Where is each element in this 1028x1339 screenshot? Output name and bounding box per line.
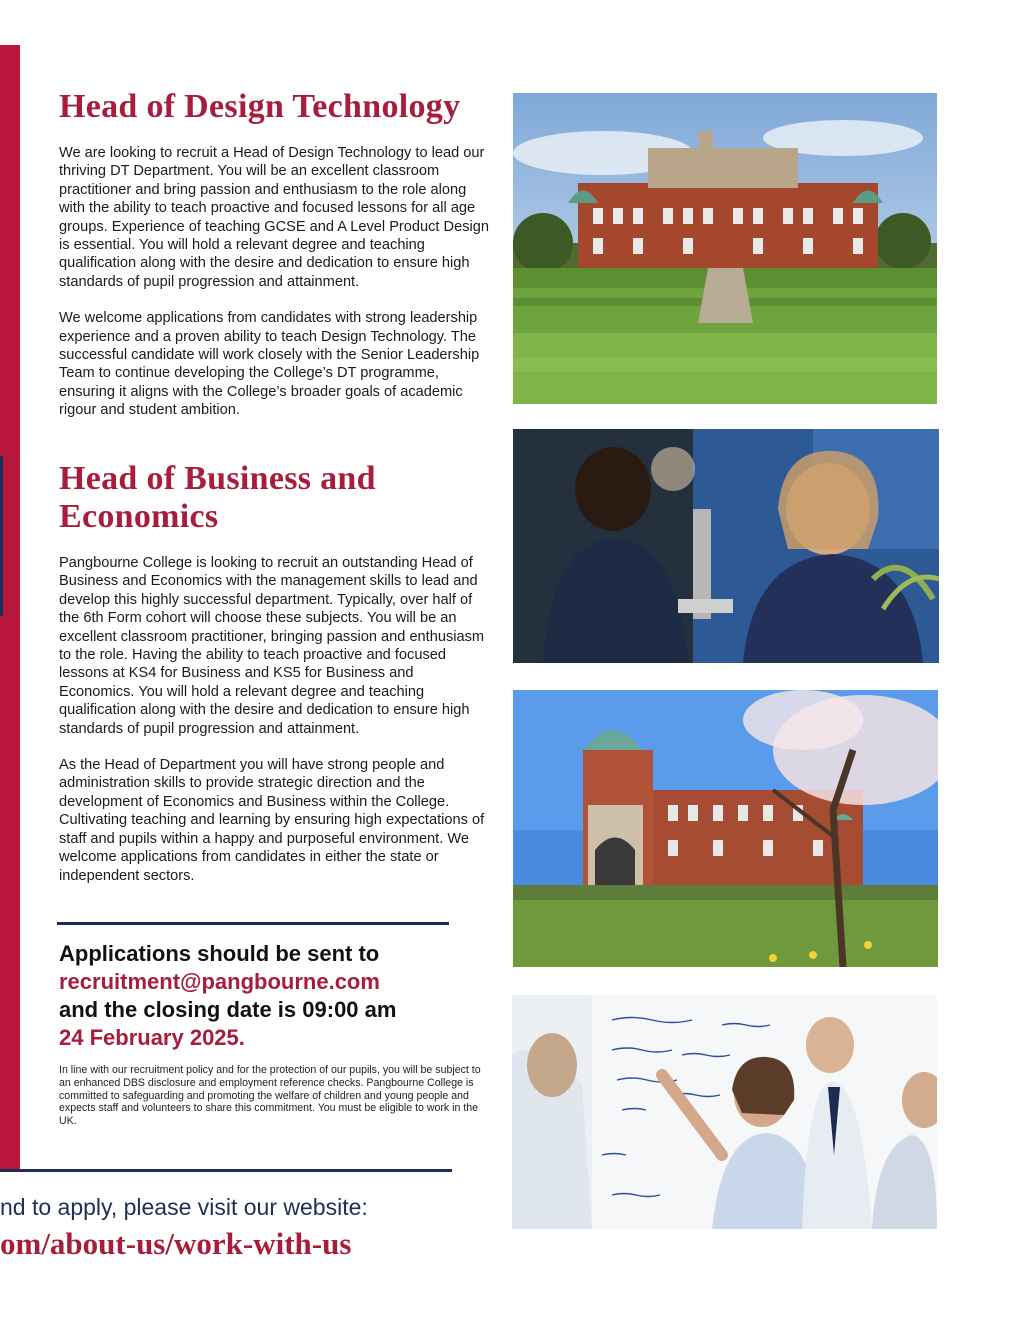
college-building-lawn-photo [513,93,937,404]
application-info [59,940,499,1052]
design-technology-body [59,144,489,438]
paragraph: We are looking to recruit a Head of Design Technology to lead our thriving DT Department. You will be an excellent classroom practitioner and bring passion and enthusiasm to the role along with the ability to teach proactive and focused lessons for all age groups. Experience of teaching GCSE and A Level Product Design is essential. You will hold a relevant degree and teaching qualification along with the desire and dedication to ensure high standards of pupil progression and attainment. [59,145,489,290]
paragraph: As the Head of Department you will have strong people and administration skills to provide strategic direction and the development of Economics and Business within the College. Cultivating teaching and learning by ensuring high expectations of staff and pupils within a happy and purposeful environment. We welcome applications from candidates in either the state or independent sectors. [59,757,485,884]
closing-date-line: and the closing date is 09:00 am [59,997,397,1022]
divider [57,922,449,925]
heading-design-technology: Head of Design Technology [59,88,461,125]
students-whiteboard-photo [512,995,937,1229]
recruitment-email-link[interactable]: recruitment@pangbourne.com [59,969,380,994]
business-economics-body [59,554,489,903]
website-url-link[interactable]: om/about-us/work-with-us [0,1226,352,1261]
closing-date: 24 February 2025. [59,1025,245,1050]
side-accent-navy [0,456,3,616]
footer-divider [0,1169,452,1172]
apply-line: Applications should be sent to [59,941,380,966]
paragraph: Pangbourne College is looking to recruit an outstanding Head of Business and Economics with the management skills to lead and develop this highly successful department. Typically, over half of the 6th Form cohort will choose these subjects. You will be an excellent classroom practitioner, bringing passion and enthusiasm to the role. Having the ability to teach proactive and focused lessons at KS4 for Business and KS5 for Business and Economics. You will hold a relevant degree and teaching qualification along with the desire and dedication to ensure high standards of pupil progression and attainment. [59,555,485,737]
policy-text: In line with our recruitment policy and for the protection of our pupils, you will be subject to an enhanced DBS disclosure and employment reference checks. Pangbourne College is committed to safeguarding and promoting the welfare of children and young people and expects staff and volunteers to share this commitment. You must be eligible to work in the UK. [59,1064,481,1128]
building-blossom-tree-photo [513,690,938,967]
footer-visit-text: nd to apply, please visit our website: [0,1194,368,1220]
side-accent-bar [0,45,20,1172]
heading-line: Head of Business and [59,460,376,497]
students-microscope-photo [513,429,939,663]
paragraph: We welcome applications from candidates with strong leadership experience and a proven ability to teach Design Technology. The successful candidate will work closely with the Senior Leadership Team to continue developing the College’s DT programme, ensuring it aligns with the College’s broader goals of academic rigour and student ambition. [59,310,480,419]
heading-business-economics [59,460,376,536]
heading-line: Economics [59,498,219,535]
